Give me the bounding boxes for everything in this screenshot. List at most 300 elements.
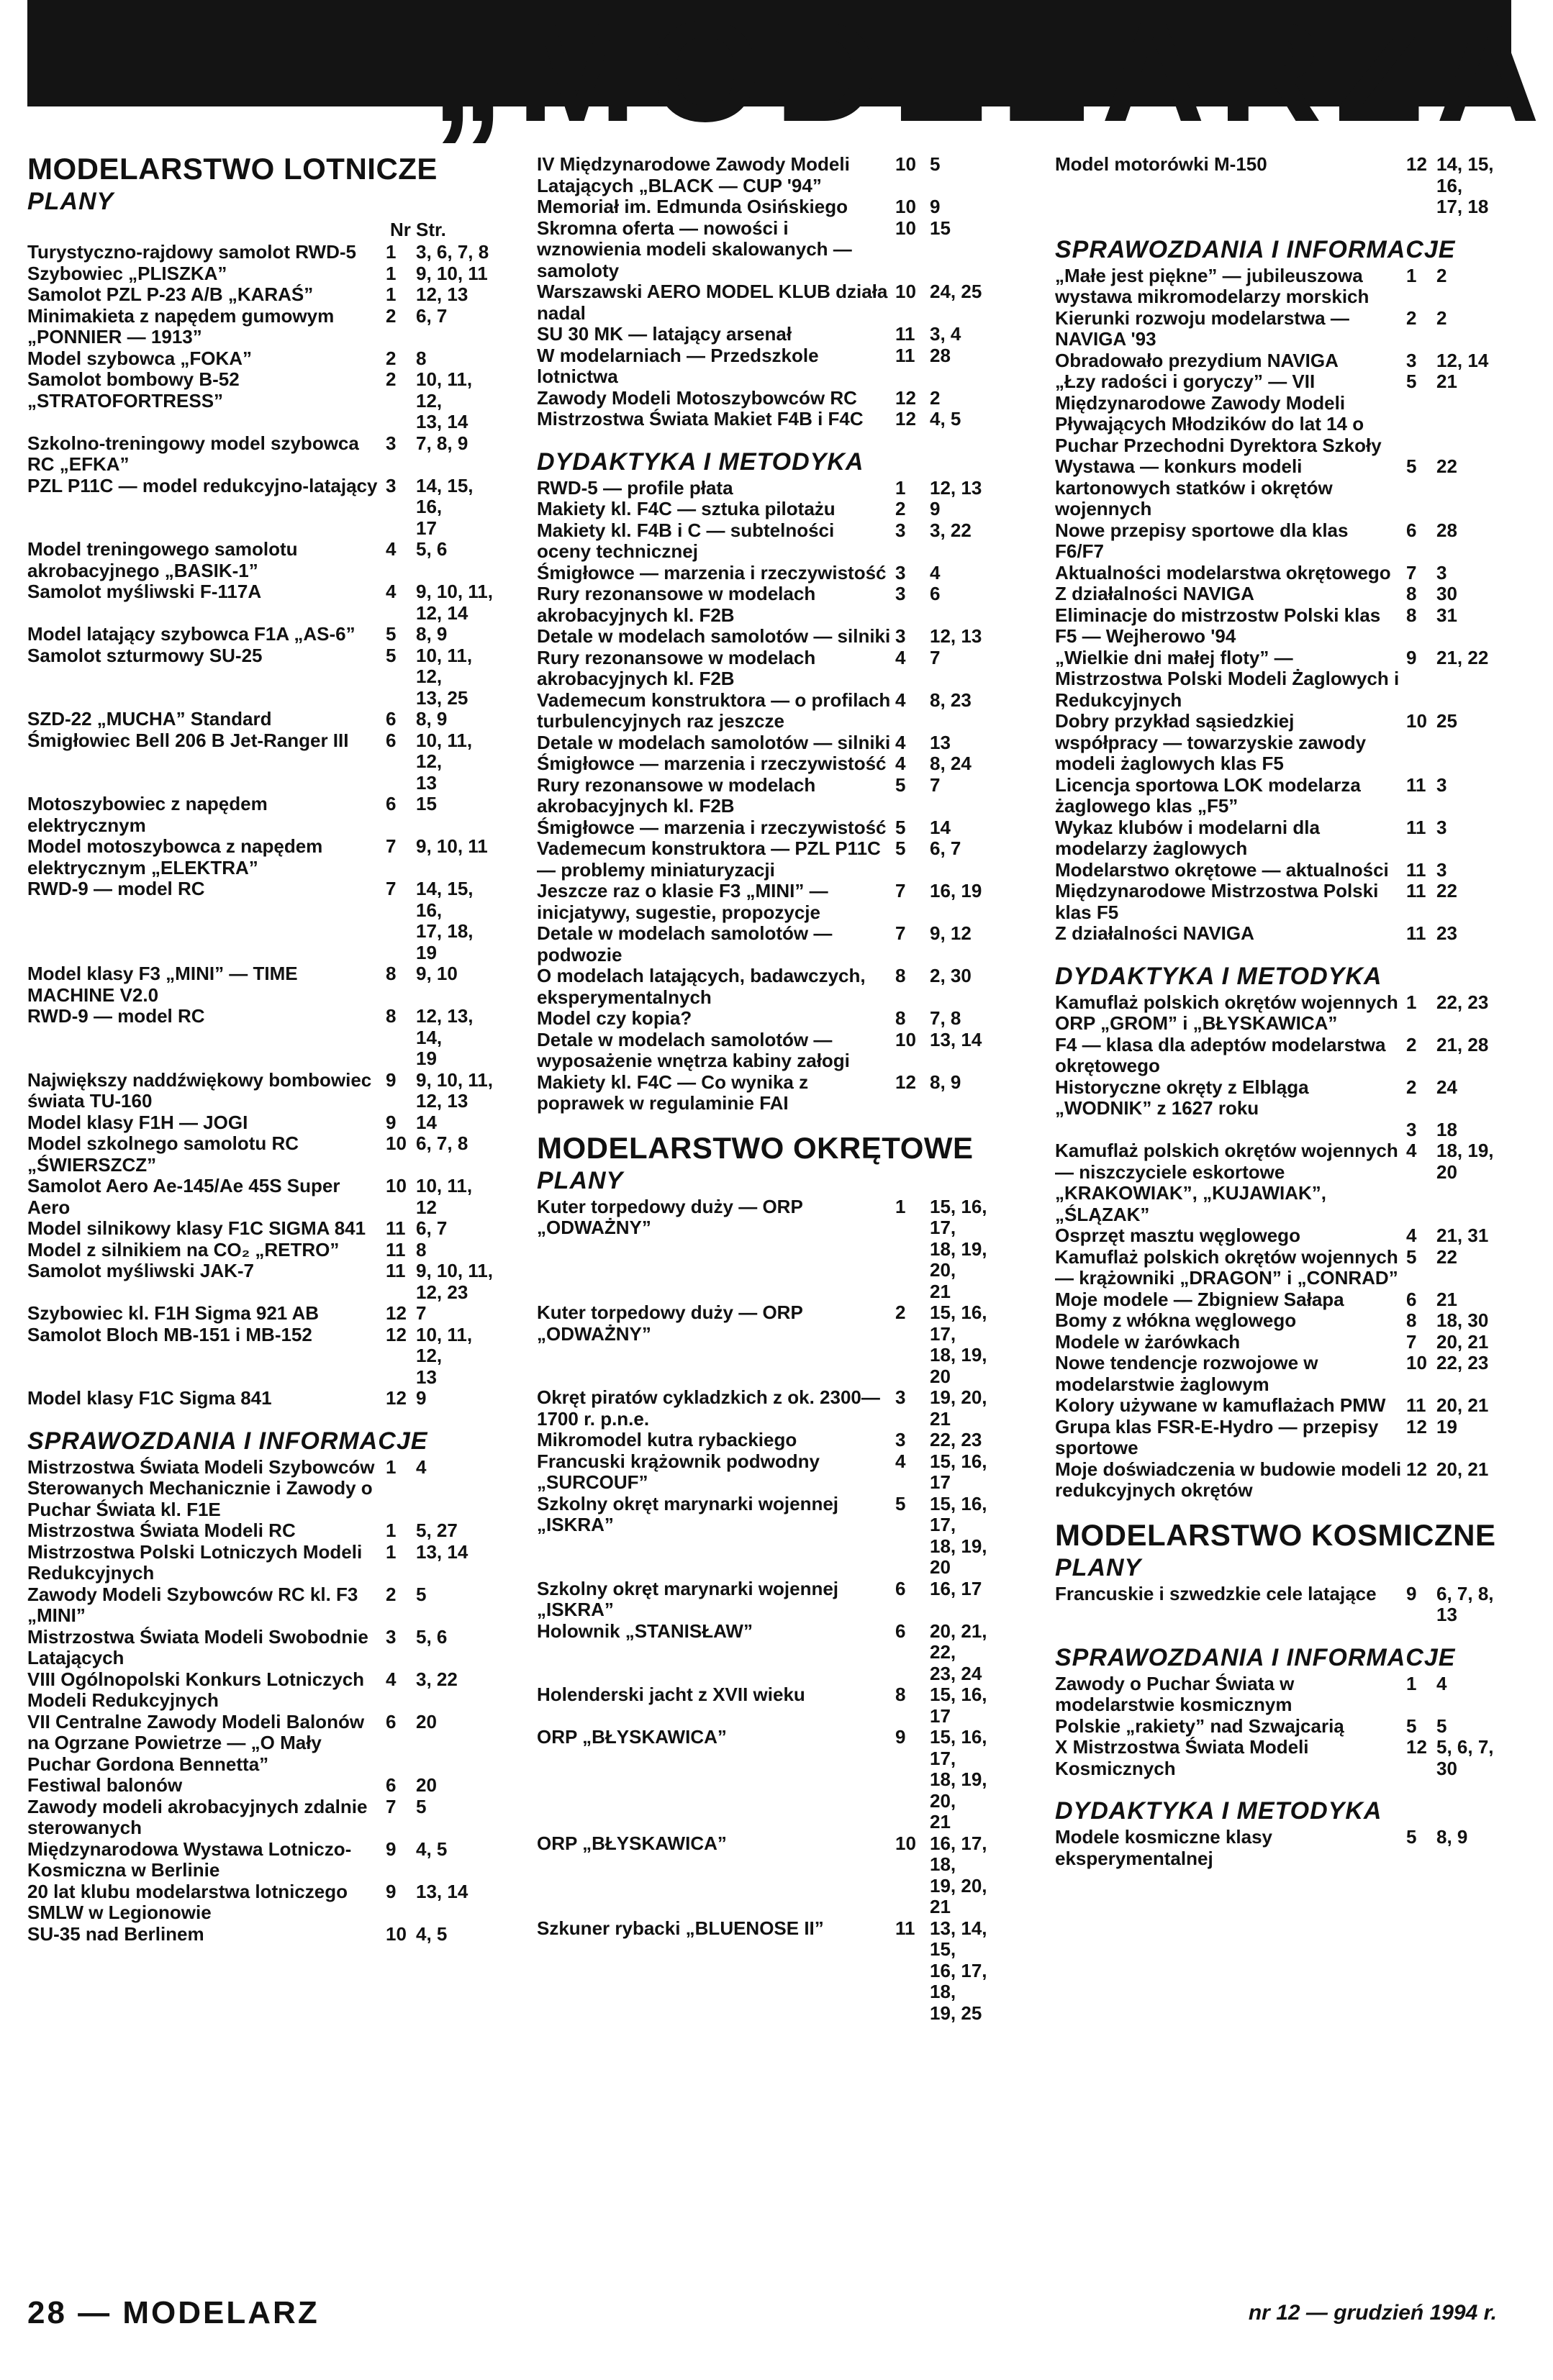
entry-title: Śmigłowce — marzenia i rzeczywistość: [537, 816, 887, 838]
section-subtitle: SPRAWOZDANIA I INFORMACJE: [27, 1427, 428, 1455]
entry-issue: 10: [1406, 1352, 1427, 1373]
entry-title: SU-35 nad Berlinem: [27, 1922, 204, 1945]
section: [1055, 962, 1511, 1502]
entry-issue: 7: [386, 878, 397, 899]
entry-issue: 7: [1406, 561, 1417, 583]
entry-pages: 9: [416, 1387, 427, 1409]
index-entry: [1055, 265, 1511, 308]
entry-pages: 23: [1436, 922, 1457, 944]
index-entry: [537, 1302, 997, 1387]
entry-title: Kuter torpedowy duży — ORP „ODWAŻNY”: [537, 1302, 803, 1345]
entry-title: W modelarniach — Przedszkole lotnictwa: [537, 344, 819, 387]
entry-pages: 3, 6, 7, 8: [416, 241, 489, 263]
entry-title: Nowe przepisy sportowe dla klas F6/F7: [1055, 519, 1349, 562]
entry-title: Skromna oferta — nowości i wznowienia modeli skalowanych — samoloty: [537, 217, 852, 281]
entry-title: Szybowiec kl. F1H Sigma 921 AB: [27, 1302, 320, 1324]
entry-title: Rury rezonansowe w modelach akrobacyjnych kl. F2B: [537, 583, 816, 626]
entry-pages: 14: [930, 816, 951, 838]
entry-list: [1055, 1827, 1511, 1869]
entry-pages: 13: [930, 731, 951, 753]
section: [1055, 1519, 1511, 1626]
entry-pages: 16, 17: [930, 1577, 982, 1599]
index-entry: [27, 1457, 494, 1521]
index-entry: [537, 218, 997, 282]
entry-title: SU 30 MK — latający arsenał: [537, 323, 792, 345]
index-entry: [27, 1775, 494, 1797]
section-title: MODELARSTWO KOSMICZNE: [1055, 1517, 1496, 1552]
entry-pages: 15: [416, 793, 437, 814]
entry-title: Model silnikowy klasy F1C SIGMA 841: [27, 1217, 366, 1239]
entry-title: Kamuflaż polskich okrętów wojennych ORP „GROM” i „BŁYSKAWICA”: [1055, 991, 1398, 1034]
entry-title: Osprzęt masztu węglowego: [1055, 1225, 1300, 1246]
entry-issue: 5: [1406, 1826, 1417, 1848]
index-entry: [27, 1261, 494, 1303]
entry-pages: 4, 5: [416, 1922, 448, 1945]
entry-pages: 5, 6: [416, 538, 448, 560]
entry-issue: 11: [895, 1917, 915, 1939]
index-entry: [27, 730, 494, 794]
entry-issue: 5: [1406, 1245, 1417, 1268]
entry-pages: 13, 14: [416, 1880, 468, 1902]
entry-issue: 7: [386, 1795, 397, 1817]
index-entry: [27, 1669, 494, 1712]
entry-title: Kolory używane w kamuflażach PMW: [1055, 1394, 1386, 1416]
entry-issue: 6: [386, 1710, 397, 1732]
index-entry: [537, 626, 997, 648]
entry-issue: 2: [895, 1302, 906, 1323]
index-entry: [27, 284, 494, 306]
entry-pages: 3: [1436, 816, 1447, 838]
entry-issue: 11: [386, 1238, 406, 1261]
entry-issue: 2: [386, 1583, 397, 1605]
entry-title: Bomy z włókna węglowego: [1055, 1309, 1297, 1331]
entry-issue: 7: [386, 835, 397, 857]
index-entry: [1055, 923, 1511, 945]
entry-pages: 22: [1436, 880, 1457, 901]
index-entry: [1055, 1584, 1511, 1626]
entry-issue: 2: [386, 304, 397, 327]
index-entry: [1055, 605, 1511, 648]
entry-pages: 20: [416, 1774, 437, 1796]
index-entry: [1055, 1673, 1511, 1716]
entry-title: Mistrzostwa Polski Lotniczych Modeli Redukcyjnych: [27, 1540, 363, 1584]
entry-title: F4 — klasa dla adeptów modelarstwa okrętowego: [1055, 1033, 1386, 1076]
index-entry: [1055, 1417, 1511, 1459]
entry-pages: 6, 7, 8: [416, 1132, 468, 1154]
index-entry: [1055, 520, 1511, 563]
entry-title: Mistrzostwa Świata Modeli RC: [27, 1520, 296, 1541]
entry-title: O modelach latających, badawczych, eksperymentalnych: [537, 965, 866, 1008]
entry-list: [1055, 1673, 1511, 1780]
entry-pages: 6, 7: [416, 1217, 448, 1239]
entry-issue: 3: [1406, 1118, 1417, 1140]
index-entry: [1055, 817, 1511, 860]
entry-issue: 11: [895, 323, 915, 345]
index-entry: [537, 1196, 997, 1303]
entry-pages: 6, 7: [930, 837, 961, 859]
entry-pages: 5, 6, 7, 30: [1436, 1736, 1494, 1779]
entry-title: Detale w modelach samolotów — podwozie: [537, 922, 833, 966]
index-entry: [27, 1218, 494, 1240]
entry-title: Historyczne okręty z Elbląga „WODNIK” z 1627 roku: [1055, 1076, 1309, 1119]
entry-issue: 1: [386, 262, 397, 284]
entry-title: Mistrzostwa Świata Modeli Szybowców Sterowanych Mechanicznie i Zawody o Puchar Świata kl. F1E: [27, 1455, 375, 1520]
entry-pages: 22, 23: [930, 1429, 982, 1450]
index-entry: [1055, 1716, 1511, 1738]
index-entry: [27, 624, 494, 645]
index-entry: [537, 923, 997, 966]
index-entry: [537, 409, 997, 430]
entry-issue: 4: [895, 1450, 906, 1472]
entry-pages: 16, 17, 18, 19, 20, 21: [930, 1832, 987, 1917]
index-entry: [27, 1240, 494, 1261]
index-entry: [1055, 1459, 1511, 1502]
section: [537, 448, 997, 1114]
entry-issue: 3: [895, 625, 906, 647]
index-entry: [537, 732, 997, 754]
section-subtitle: PLANY: [1055, 1553, 1142, 1581]
entry-pages: 18, 19, 20: [1436, 1140, 1494, 1183]
entry-issue: 6: [895, 1577, 906, 1599]
entry-issue: 1: [895, 1195, 906, 1217]
entry-title: Dobry przykład sąsiedzkiej współpracy — towarzyskie zawody modeli żaglowych klas F5: [1055, 710, 1367, 774]
index-entry: [27, 539, 494, 581]
entry-title: Obradowało prezydium NAVIGA: [1055, 349, 1339, 371]
entry-pages: 20, 21: [1436, 1458, 1489, 1480]
index-entry: [537, 966, 997, 1008]
entry-issue: 10: [895, 1028, 916, 1050]
index-entry: [27, 794, 494, 836]
index-entry: [537, 838, 997, 881]
index-entry: [537, 563, 997, 584]
index-entry: [27, 1712, 494, 1776]
entry-title: Szkuner rybacki „BLUENOSE II”: [537, 1917, 824, 1939]
entry-pages: 19, 20, 21: [930, 1386, 987, 1430]
entry-title: Holenderski jacht z XVII wieku: [537, 1684, 805, 1705]
section: [537, 1132, 997, 2025]
index-entry: [537, 1008, 997, 1030]
entry-issue: 12: [386, 1302, 407, 1324]
entry-pages: 2: [1436, 306, 1447, 329]
index-entry: [1055, 583, 1511, 605]
entry-title: Kuter torpedowy duży — ORP „ODWAŻNY”: [537, 1195, 803, 1238]
entry-issue: 12: [386, 1387, 407, 1409]
entry-issue: 4: [386, 538, 397, 560]
entry-title: Samolot szturmowy SU-25: [27, 644, 263, 666]
entry-issue: 12: [895, 386, 916, 409]
entry-pages: 22, 23: [1436, 1352, 1489, 1373]
entry-pages: 18: [1436, 1118, 1457, 1140]
entry-pages: 5, 6: [416, 1625, 448, 1648]
entry-title: Moje doświadczenia w budowie modeli redukcyjnych okrętów: [1055, 1458, 1402, 1501]
index-entry: [1055, 648, 1511, 712]
entry-title: Modelarstwo okrętowe — aktualności: [1055, 858, 1389, 881]
index-entry: [1055, 1310, 1511, 1332]
entry-pages: 7, 8, 9: [416, 432, 468, 454]
section: [1055, 235, 1511, 945]
entry-pages: 2, 30: [930, 965, 972, 986]
entry-issue: 5: [386, 623, 397, 645]
entry-pages: 3: [1436, 858, 1447, 881]
index-entry: [27, 263, 494, 285]
index-entry: [537, 753, 997, 775]
entry-issue: 4: [895, 689, 906, 711]
entry-issue: 10: [895, 1832, 916, 1854]
entry-issue: 1: [1406, 1672, 1417, 1694]
entry-title: Samolot myśliwski JAK-7: [27, 1260, 254, 1281]
entry-pages: 21: [1436, 1288, 1457, 1310]
entry-title: RWD-9 — model RC: [27, 1005, 205, 1027]
entry-issue: 10: [386, 1922, 407, 1945]
entry-pages: 5: [416, 1795, 427, 1817]
section-title: MODELARSTWO LOTNICZE: [27, 152, 438, 186]
index-entry: [537, 1387, 997, 1430]
entry-title: Kierunki rozwoju modelarstwa — NAVIGA '93: [1055, 306, 1349, 350]
section: [27, 153, 494, 1409]
entry-pages: 7: [930, 773, 941, 796]
entry-title: Kamuflaż polskich okrętów wojennych — niszczyciele eskortowe „KRAKOWIAK”, „KUJAWIAK”, „ŚLĄZAK”: [1055, 1140, 1398, 1225]
index-entry: [27, 1542, 494, 1584]
entry-title: Wykaz klubów i modelarni dla modelarzy żaglowych: [1055, 816, 1320, 859]
entry-issue: 8: [1406, 583, 1417, 604]
entry-title: Vademecum konstruktora — PZL P11C — problemy miniaturyzacji: [537, 837, 881, 881]
entry-issue: 1: [1406, 991, 1417, 1013]
entry-title: Śmigłowce — marzenia i rzeczywistość: [537, 753, 887, 774]
entry-issue: 1: [386, 283, 397, 305]
entry-title: Model z silnikiem na CO₂ „RETRO”: [27, 1238, 340, 1261]
entry-title: Model latający szybowca F1A „AS-6”: [27, 623, 356, 645]
entry-pages: 21, 28: [1436, 1033, 1489, 1055]
entry-title: Model klasy F1C Sigma 841: [27, 1387, 272, 1409]
entry-issue: 11: [1406, 922, 1426, 944]
entry-list: [1055, 154, 1511, 218]
entry-title: VII Centralne Zawody Modeli Balonów na Ogrzane Powietrze — „O Mały Puchar Gordona Bennetta”: [27, 1710, 365, 1775]
entry-title: PZL P11C — model redukcyjno-latający: [27, 474, 378, 496]
entry-issue: 8: [895, 1007, 906, 1029]
entry-pages: 5: [1436, 1714, 1447, 1737]
entry-title: Model treningowego samolotu akrobacyjnego „BASIK-1”: [27, 538, 298, 581]
entry-title: Detale w modelach samolotów — silniki: [537, 731, 891, 753]
index-entry: [1055, 1395, 1511, 1417]
entry-issue: 11: [1406, 858, 1426, 881]
entry-issue: 10: [386, 1175, 407, 1196]
entry-pages: 7: [930, 646, 941, 668]
entry-title: Makiety kl. F4C — Co wynika z poprawek w regulaminie FAI: [537, 1071, 809, 1114]
entry-pages: 8: [416, 1238, 427, 1261]
index-entry: [27, 369, 494, 433]
index-entry: [537, 1918, 997, 2025]
index-entry: [27, 1325, 494, 1389]
entry-issue: 9: [1406, 646, 1417, 668]
entry-pages: 8, 23: [930, 689, 972, 711]
index-entry: [1055, 881, 1511, 923]
entry-pages: 9, 10: [416, 963, 458, 984]
entry-pages: 20, 21: [1436, 1394, 1489, 1416]
column-1: [27, 153, 494, 1945]
entry-issue: 5: [895, 816, 906, 838]
column-3: [1055, 153, 1511, 1869]
entry-title: Rury rezonansowe w modelach akrobacyjnych kl. F2B: [537, 773, 816, 817]
index-entry: [27, 1627, 494, 1669]
index-entry: [27, 1303, 494, 1325]
entry-pages: 14: [416, 1111, 437, 1133]
entry-list: [1055, 992, 1511, 1502]
entry-issue: 11: [1406, 773, 1426, 796]
entry-title: Model szkolnego samolotu RC „ŚWIERSZCZ”: [27, 1132, 299, 1176]
entry-title: Holownik „STANISŁAW”: [537, 1620, 753, 1642]
entry-pages: 15, 16, 17, 18, 19, 20: [930, 1492, 987, 1578]
section: [1055, 1797, 1511, 1869]
index-entry: [27, 581, 494, 624]
index-entry: [1055, 1353, 1511, 1395]
index-entry: [27, 433, 494, 476]
footer-page-label: 28 — MODELARZ: [27, 2295, 320, 2330]
entry-title: Szkolno-treningowy model szybowca RC „EFKA”: [27, 432, 359, 475]
entry-pages: 15, 16, 17: [930, 1450, 987, 1493]
index-entry: [27, 878, 494, 963]
entry-issue: 3: [895, 583, 906, 604]
entry-title: Warszawski AERO MODEL KLUB działa nadal: [537, 281, 888, 324]
entry-pages: 15: [930, 217, 951, 239]
index-entry: [27, 1881, 494, 1924]
entry-issue: 5: [1406, 371, 1417, 392]
entry-pages: 10, 11, 12, 13: [416, 1323, 473, 1388]
entry-pages: 3: [1436, 773, 1447, 796]
index-entry: [1055, 154, 1511, 218]
entry-pages: 25: [1436, 710, 1457, 732]
entry-pages: 9: [930, 498, 941, 519]
entry-title: Kamuflaż polskich okrętów wojennych — krążowniki „DRAGON” i „CONRAD”: [1055, 1245, 1398, 1289]
entry-issue: 5: [1406, 455, 1417, 477]
entry-issue: 9: [386, 1111, 397, 1133]
index-entry: [1055, 1332, 1511, 1353]
entry-list: [537, 154, 997, 430]
entry-issue: 3: [386, 474, 397, 496]
index-entry: [27, 1520, 494, 1542]
entry-list: [537, 1196, 997, 2025]
section: [537, 154, 997, 430]
entry-issue: 1: [1406, 264, 1417, 286]
entry-issue: 1: [386, 1540, 397, 1563]
entry-pages: 8: [416, 347, 427, 369]
index-entry: [537, 648, 997, 690]
index-entry: [537, 1727, 997, 1833]
index-entry: [27, 1924, 494, 1945]
entry-issue: 8: [895, 1684, 906, 1705]
entry-issue: 11: [1406, 816, 1426, 838]
entry-title: Model szybowca „FOKA”: [27, 347, 253, 369]
index-entry: [27, 1176, 494, 1218]
index-entry: [27, 1112, 494, 1134]
index-entry: [27, 1584, 494, 1627]
section-subtitle: DYDAKTYKA I METODYKA: [537, 448, 864, 476]
entry-title: Festiwal balonów: [27, 1774, 183, 1796]
entry-title: Makiety kl. F4C — sztuka pilotażu: [537, 498, 836, 519]
entry-pages: 4: [416, 1455, 427, 1478]
entry-title: Samolot myśliwski F-117A: [27, 581, 262, 602]
index-entry: [1055, 350, 1511, 372]
entry-pages: 15, 16, 17, 18, 19, 20, 21: [930, 1726, 987, 1832]
index-entry: [1055, 1827, 1511, 1869]
index-entry: [537, 196, 997, 218]
column-header: [27, 219, 494, 240]
index-entry: [1055, 992, 1511, 1035]
entry-pages: 20, 21: [1436, 1330, 1489, 1353]
index-entry: [537, 881, 997, 923]
entry-pages: 15, 16, 17: [930, 1684, 987, 1727]
entry-title: „Wielkie dni małej floty” — Mistrzostwa Polski Modeli Żaglowych i Redukcyjnych: [1055, 646, 1400, 711]
entry-title: Eliminacje do mistrzostw Polski klas F5 — Wejherowo '94: [1055, 604, 1381, 647]
index-entry: [537, 520, 997, 563]
entry-title: Mistrzostwa Świata Modeli Swobodnie Latających: [27, 1625, 368, 1668]
entry-pages: 3, 22: [930, 519, 972, 541]
entry-pages: 19: [1436, 1415, 1457, 1437]
entry-pages: 3: [1436, 561, 1447, 583]
index-entry: [537, 690, 997, 732]
entry-issue: 8: [1406, 604, 1417, 626]
entry-pages: 15, 16, 17, 18, 19, 20, 21: [930, 1195, 987, 1302]
entry-issue: 10: [1406, 710, 1427, 732]
entry-title: Aktualności modelarstwa okrętowego: [1055, 561, 1391, 583]
entry-list: [27, 1457, 494, 1945]
entry-issue: 6: [386, 793, 397, 814]
entry-title: ORP „BŁYSKAWICA”: [537, 1832, 727, 1854]
section-subtitle: DYDAKTYKA I METODYKA: [1055, 1797, 1382, 1825]
entry-title: Makiety kl. F4B i C — subtelności oceny technicznej: [537, 519, 835, 562]
entry-title: X Mistrzostwa Świata Modeli Kosmicznych: [1055, 1736, 1309, 1779]
header-str: Str.: [416, 219, 446, 240]
index-entry: [537, 324, 997, 345]
entry-pages: 28: [1436, 519, 1457, 541]
index-entry: [27, 1133, 494, 1176]
entry-issue: 3: [386, 432, 397, 454]
entry-title: Grupa klas FSR-E-Hydro — przepisy sportowe: [1055, 1415, 1379, 1458]
entry-issue: 6: [1406, 1288, 1417, 1310]
entry-issue: 9: [895, 1726, 906, 1748]
entry-title: Międzynarodowa Wystawa Lotniczo-Kosmiczna w Berlinie: [27, 1838, 352, 1881]
entry-title: Model klasy F3 „MINI” — TIME MACHINE V2.0: [27, 963, 298, 1006]
entry-issue: 4: [895, 753, 906, 774]
index-entry: [27, 1839, 494, 1881]
entry-title: Nowe tendencje rozwojowe w modelarstwie żaglowym: [1055, 1352, 1318, 1395]
section-subtitle: SPRAWOZDANIA I INFORMACJE: [1055, 235, 1456, 263]
index-entry: [1055, 1119, 1511, 1141]
entry-issue: 3: [386, 1625, 397, 1648]
entry-pages: 8, 24: [930, 753, 972, 774]
entry-issue: 7: [895, 880, 906, 901]
entry-pages: 24: [1436, 1076, 1457, 1098]
entry-title: SZD-22 „MUCHA” Standard: [27, 708, 272, 730]
entry-title: Francuski krążownik podwodny „SURCOUF”: [537, 1450, 820, 1493]
entry-title: Śmigłowiec Bell 206 B Jet-Ranger III: [27, 729, 349, 751]
entry-title: Z działalności NAVIGA: [1055, 922, 1254, 944]
entry-list: [1055, 265, 1511, 945]
entry-pages: 9, 12: [930, 922, 972, 944]
entry-pages: 4: [1436, 1672, 1447, 1694]
entry-pages: 8, 9: [416, 708, 448, 730]
entry-issue: 9: [1406, 1582, 1417, 1604]
entry-title: Model motorówki M-150: [1055, 153, 1267, 175]
entry-title: VIII Ogólnopolski Konkurs Lotniczych Modeli Redukcyjnych: [27, 1668, 365, 1711]
entry-issue: 12: [1406, 1736, 1427, 1758]
entry-issue: 2: [895, 498, 906, 519]
entry-pages: 14, 15, 16, 17, 18, 19: [416, 878, 474, 963]
entry-title: Szybowiec „PLISZKA”: [27, 262, 227, 284]
entry-pages: 9: [930, 196, 941, 217]
entry-title: Modele w żarówkach: [1055, 1330, 1241, 1353]
entry-issue: 3: [895, 1429, 906, 1450]
entry-pages: 9, 10, 11, 12, 13: [416, 1068, 493, 1112]
